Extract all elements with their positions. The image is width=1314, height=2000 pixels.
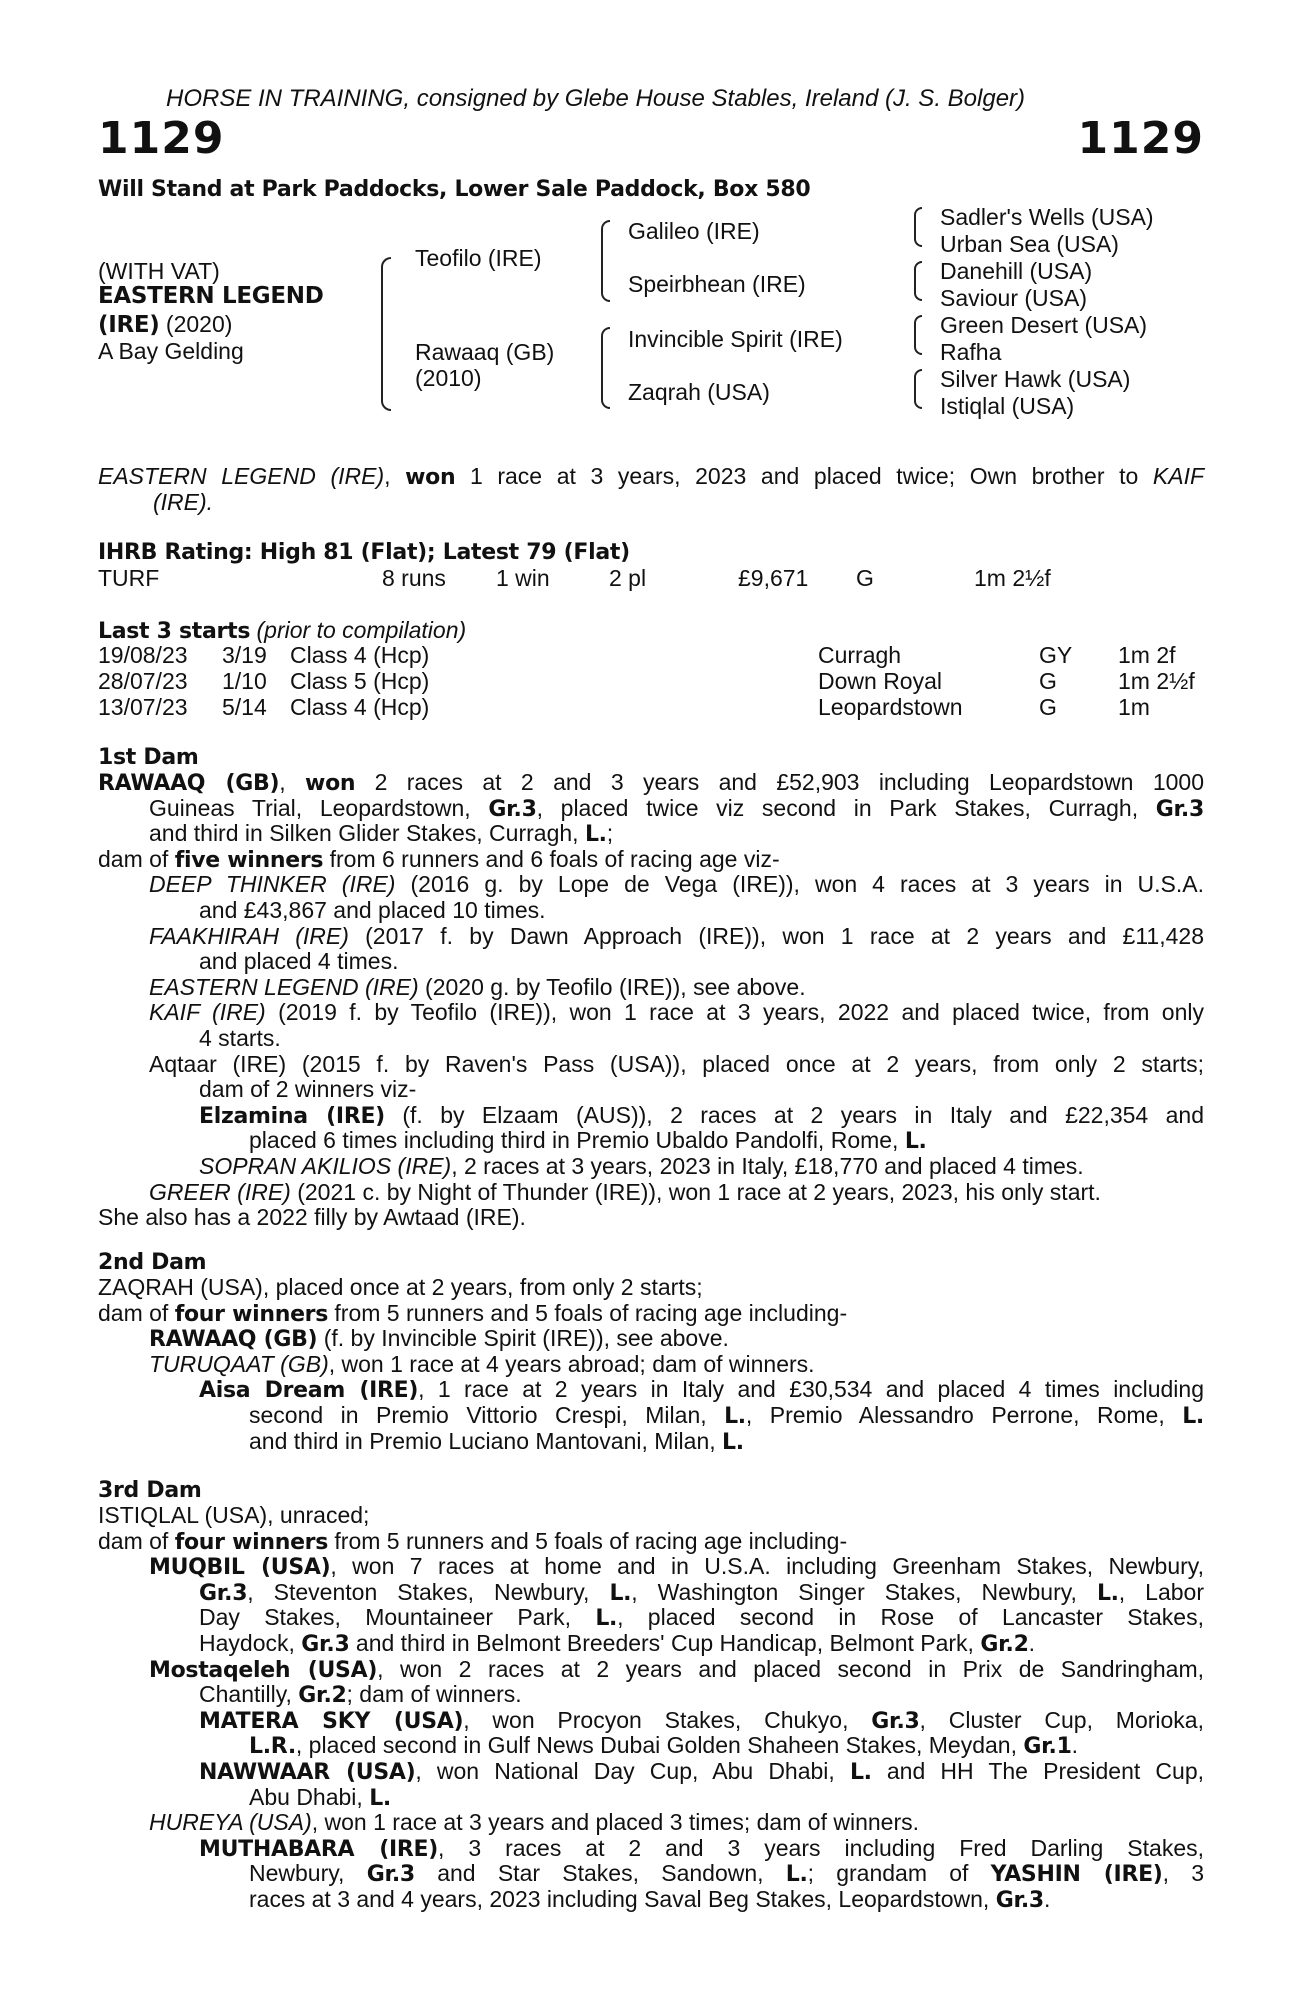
race-summary: EASTERN LEGEND (IRE), won 1 race at 3 years, 2023 and placed twice; Own brother to KAIF (IRE). [98,463,1205,515]
ggp-5: Green Desert (USA) [940,312,1148,338]
pedigree-brace-main [381,257,391,411]
ggp-2: Urban Sea (USA) [940,231,1119,257]
third-dam-section: ISTIQLAL (USA), unraced; dam of four winners from 5 runners and 5 foals of racing age including- MUQBIL (USA), won 7 races at home and in U.S.A. including Greenham Stakes, Newbury, Gr.3, Steventon Stakes, Newbury, L., Washington Singer Stakes, Newbury, L., Labor Day Stakes, Mountaineer Park, L., placed second in Rose of Lancaster Stakes, Haydock, Gr.3 and third in Belmont Breeders' Cup Handicap, Belmont Park, Gr.2. Mostaqeleh (USA), won 2 races at 2 years and placed second in Prix de Sandringham, Chantilly, Gr.2; dam of winners. MATERA SKY (USA), won Procyon Stakes, Chukyo, Gr.3, Cluster Cup, Morioka, L.R., placed second in Gulf News Dubai Golden Shaheen Stakes, Meydan, Gr.1. NAWWAAR (USA), won National Day Cup, Abu Dhabi, L. and HH The President Cup, Abu Dhabi, L. HUREYA (USA), won 1 race at 3 years and placed 3 times; dam of winners. MUTHABARA (IRE), 3 races at 2 and 3 years including Fred Darling Stakes, Newbury, Gr.3 and Star Stakes, Sandown, L.; grandam of YASHIN (IRE), 3 races at 3 and 4 years, 2023 including Saval Beg Stakes, Leopardstown, Gr.3. [98,1502,1205,1913]
second-dam-section: ZAQRAH (USA), placed once at 2 years, from only 2 starts; dam of four winners from 5 runners and 5 foals of racing age including- RAWAAQ (GB) (f. by Invincible Spirit (IRE)), see above. TURUQAAT (GB), won 1 race at 4 years abroad; dam of winners. Aisa Dream (IRE), 1 race at 2 years in Italy and £30,534 and placed 4 times including second in Premio Vittorio Crespi, Milan, L., Premio Alessandro Perrone, Rome, L. and third in Premio Luciano Mantovani, Milan, L. [98,1274,1204,1455]
last-starts-title: Last 3 starts (prior to compilation) [98,617,467,644]
vat-note: (WITH VAT) [98,258,220,284]
start-row: 28/07/23 1/10 Class 5 (Hcp) Down Royal G 1m 2½f [98,668,1195,694]
first-dam-heading: 1st Dam [98,745,199,770]
dam-sire: Invincible Spirit (IRE) [628,326,843,352]
dam: Rawaaq (GB) [415,339,555,365]
horse-description: A Bay Gelding [98,338,244,364]
consignor-line: HORSE IN TRAINING, consigned by Glebe House Stables, Ireland (J. S. Bolger) [166,85,1026,112]
ggp-3: Danehill (USA) [940,258,1093,284]
rating-row: TURF 8 runs 1 win 2 pl £9,671 G 1m 2½f [98,565,1051,591]
start-row: 13/07/23 5/14 Class 4 (Hcp) Leopardstown G 1m [98,694,1150,720]
first-dam-section: RAWAAQ (GB), won 2 races at 2 and 3 years and £52,903 including Leopardstown 1000 Guineas Trial, Leopardstown, Gr.3, placed twice viz second in Park Stakes, Curragh, Gr.3 and third in Silken Glider Stakes, Curragh, L.; dam of five winners from 6 runners and 6 foals of racing age viz- DEEP THINKER (IRE) (2016 g. by Lope de Vega (IRE)), won 4 races at 3 years in U.S.A. and £43,867 and placed 10 times. FAAKHIRAH (IRE) (2017 f. by Dawn Approach (IRE)), won 1 race at 2 years and £11,428 and placed 4 times. EASTERN LEGEND (IRE) (2020 g. by Teofilo (IRE)), see above. KAIF (IRE) (2019 f. by Teofilo (IRE)), won 1 race at 3 years, 2022 and placed twice, from only 4 starts. Aqtaar (IRE) (2015 f. by Raven's Pass (USA)), placed once at 2 years, from only 2 starts; dam of 2 winners viz- Elzamina (IRE) (f. by Elzaam (AUS)), 2 races at 2 years in Italy and £22,354 and placed 6 times including third in Premio Ubaldo Pandolfi, Rome, L. SOPRAN AKILIOS (IRE), 2 races at 3 years, 2023 in Italy, £18,770 and placed 4 times. GREER (IRE) (2021 c. by Night of Thunder (IRE)), won 1 race at 2 years, 2023, his only start. She also has a 2022 filly by Awtaad (IRE). [98,769,1205,1231]
pedigree-brace-dam [601,327,610,409]
pedigree-brace-ggp3 [914,315,922,355]
pedigree-brace-ggp1 [914,207,922,247]
pedigree-brace-sire [601,220,610,302]
start-row: 19/08/23 3/19 Class 4 (Hcp) Curragh GY 1m 2f [98,642,1176,668]
ggp-4: Saviour (USA) [940,285,1087,311]
pedigree-brace-ggp2 [914,261,922,301]
horse-origin-year: (IRE) (2020) [98,311,233,338]
sire: Teofilo (IRE) [415,245,542,271]
second-dam-heading: 2nd Dam [98,1250,207,1275]
sire-dam: Speirbhean (IRE) [628,271,806,297]
horse-name: EASTERN LEGEND [98,283,324,309]
ggp-7: Silver Hawk (USA) [940,366,1131,392]
third-dam-heading: 3rd Dam [98,1478,202,1503]
dam-year: (2010) [415,365,482,391]
lot-number-right: 1129 [1077,113,1204,164]
pedigree-brace-ggp4 [914,369,922,409]
lot-number-left: 1129 [98,113,225,164]
ggp-6: Rafha [940,339,1002,365]
dam-dam: Zaqrah (USA) [628,379,770,405]
rating-title: IHRB Rating: High 81 (Flat); Latest 79 (Flat) [98,540,630,565]
ggp-1: Sadler's Wells (USA) [940,204,1154,230]
ggp-8: Istiqlal (USA) [940,393,1075,419]
sire-sire: Galileo (IRE) [628,218,760,244]
stabling-line: Will Stand at Park Paddocks, Lower Sale Paddock, Box 580 [98,177,811,202]
